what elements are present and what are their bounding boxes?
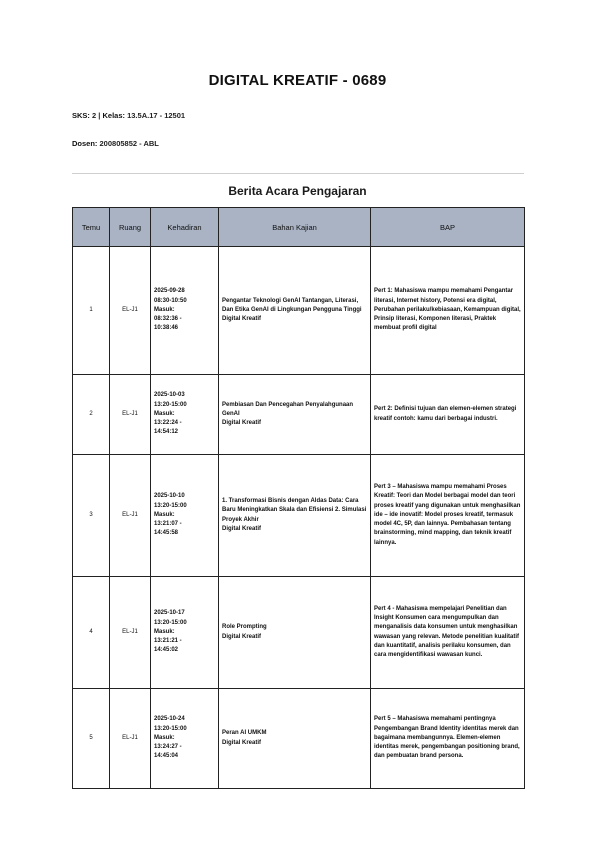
cell-bap: Pert 1: Mahasiswa mampu memahami Pengantar literasi, Internet history, Potensi era digital, Perubahan perilaku/kebiasaan, Kemampuan digital, Prinsip literasi, Komponen literasi, Praktek membuat profil digital — [371, 247, 525, 375]
cell-bap: Pert 3 – Mahasiswa mampu memahami Proses Kreatif: Teori dan Model berbagai model dan teori proses kreatif yang digunakan untuk menghasilkan ide – ide inovatif: Model proses kreatif, termasuk model 4C, 5P, dan lainnya. Pembahasan tentang brainstorming, mind mapping, dan teknik kreatif lainnya. — [371, 455, 525, 577]
page-title: DIGITAL KREATIF - 0689 — [208, 72, 387, 89]
header-bahan-kajian: Bahan Kajian — [219, 208, 371, 247]
cell-ruang: EL-J1 — [110, 577, 151, 689]
kehadiran-line: Masuk: — [154, 628, 175, 635]
bahan-course: Digital Kreatif — [222, 316, 262, 323]
header-temu: Temu — [73, 208, 110, 247]
kehadiran-line: 14:45:04 — [154, 753, 179, 760]
cell-kehadiran — [151, 455, 219, 577]
bahan-course: Digital Kreatif — [222, 525, 262, 532]
kehadiran-line: 13:22:24 - — [154, 420, 182, 427]
table-row — [73, 455, 525, 577]
sks-value: 2 — [92, 111, 97, 120]
bahan-course: Digital Kreatif — [222, 739, 262, 746]
kehadiran-line: 2025-10-03 — [154, 392, 185, 399]
kehadiran-line: 13:20-15:00 — [154, 502, 187, 509]
cell-kehadiran — [151, 689, 219, 789]
dosen-value: 200805852 - ABL — [99, 139, 159, 148]
bahan-topic: 1. Transformasi Bisnis dengan Aldas Data: Cara Baru Meningkatkan Skala dan Efisiensi 2. Simulasi Proyek Akhir — [222, 497, 367, 523]
course-info — [72, 111, 185, 120]
header-ruang: Ruang — [110, 208, 151, 247]
kehadiran-line: 2025-09-28 — [154, 288, 185, 295]
kehadiran-line: Masuk: — [154, 734, 175, 741]
cell-ruang: EL-J1 — [110, 689, 151, 789]
cell-ruang: EL-J1 — [110, 375, 151, 455]
bahan-topic: Peran AI UMKM — [222, 730, 267, 737]
kehadiran-line: 2025-10-24 — [154, 716, 185, 723]
cell-bahan-kajian — [219, 375, 371, 455]
lecturer-info — [72, 139, 159, 148]
kehadiran-line: 13:21:21 - — [154, 638, 182, 645]
kelas-label: Kelas: — [102, 111, 125, 120]
section-title: Berita Acara Pengajaran — [228, 184, 367, 198]
cell-temu: 2 — [73, 375, 110, 455]
bahan-topic: Pengantar Teknologi GenAI Tantangan, Literasi, Dan Etika GenAI di Lingkungan Pengguna Tinggi — [222, 297, 362, 313]
kehadiran-line: 10:38:46 — [154, 325, 179, 332]
table-header-row — [73, 208, 525, 247]
divider — [72, 173, 524, 174]
cell-kehadiran — [151, 375, 219, 455]
kehadiran-line: 08:32:36 - — [154, 316, 182, 323]
kehadiran-line: 14:45:02 — [154, 647, 179, 654]
cell-bap: Pert 5 – Mahasiswa memahami pentingnya Pengembangan Brand Identity identitas merek dan bagaimana membangunnya. Elemen-elemen identitas merek, pengembangan positioning brand, dan pembuatan brand persona. — [371, 689, 525, 789]
kehadiran-line: 13:21:07 - — [154, 521, 182, 528]
header-kehadiran: Kehadiran — [151, 208, 219, 247]
cell-ruang: EL-J1 — [110, 455, 151, 577]
cell-temu: 1 — [73, 247, 110, 375]
cell-bahan-kajian — [219, 689, 371, 789]
cell-temu: 5 — [73, 689, 110, 789]
cell-temu: 3 — [73, 455, 110, 577]
kehadiran-line: 13:20-15:00 — [154, 401, 187, 408]
table-row — [73, 689, 525, 789]
cell-temu: 4 — [73, 577, 110, 689]
kehadiran-line: Masuk: — [154, 410, 175, 417]
table-row — [73, 247, 525, 375]
bahan-topic: Role Prompting — [222, 624, 267, 631]
cell-bahan-kajian — [219, 577, 371, 689]
kehadiran-line: 13:20-15:00 — [154, 619, 187, 626]
table-row — [73, 375, 525, 455]
kehadiran-line: 14:54:12 — [154, 429, 179, 436]
bahan-course: Digital Kreatif — [222, 420, 262, 427]
cell-ruang: EL-J1 — [110, 247, 151, 375]
separator: | — [98, 111, 101, 120]
teaching-report-table — [72, 207, 525, 789]
bahan-course: Digital Kreatif — [222, 633, 262, 640]
kelas-value: 13.5A.17 - 12501 — [127, 111, 186, 120]
kehadiran-line: Masuk: — [154, 306, 175, 313]
kehadiran-line: 08:30-10:50 — [154, 297, 187, 304]
table-row — [73, 577, 525, 689]
bahan-topic: Pembiasan Dan Pencegahan Penyalahgunaan GenAI — [222, 401, 354, 417]
kehadiran-line: 14:45:58 — [154, 530, 179, 537]
cell-bahan-kajian — [219, 247, 371, 375]
sks-label: SKS: — [72, 111, 90, 120]
cell-bap: Pert 2: Definisi tujuan dan elemen-elemen strategi kreatif contoh: kamu dari berbagai industri. — [371, 375, 525, 455]
kehadiran-line: 13:20-15:00 — [154, 725, 187, 732]
dosen-label: Dosen: — [72, 139, 98, 148]
kehadiran-line: 13:24:27 - — [154, 744, 182, 751]
kehadiran-line: 2025-10-17 — [154, 610, 185, 617]
cell-kehadiran — [151, 247, 219, 375]
cell-bahan-kajian — [219, 455, 371, 577]
kehadiran-line: 2025-10-10 — [154, 493, 185, 500]
cell-bap: Pert 4 - Mahasiswa mempelajari Penelitian dan Insight Konsumen cara mengumpulkan dan menganalisis data konsumen untuk menghasilkan wawasan yang relevan. Metode penelitian kualitatif dan kuantitatif, analisis perilaku konsumen, dan cara mengidentifikasi wawasan kunci. — [371, 577, 525, 689]
cell-kehadiran — [151, 577, 219, 689]
header-bap: BAP — [371, 208, 525, 247]
kehadiran-line: Masuk: — [154, 511, 175, 518]
